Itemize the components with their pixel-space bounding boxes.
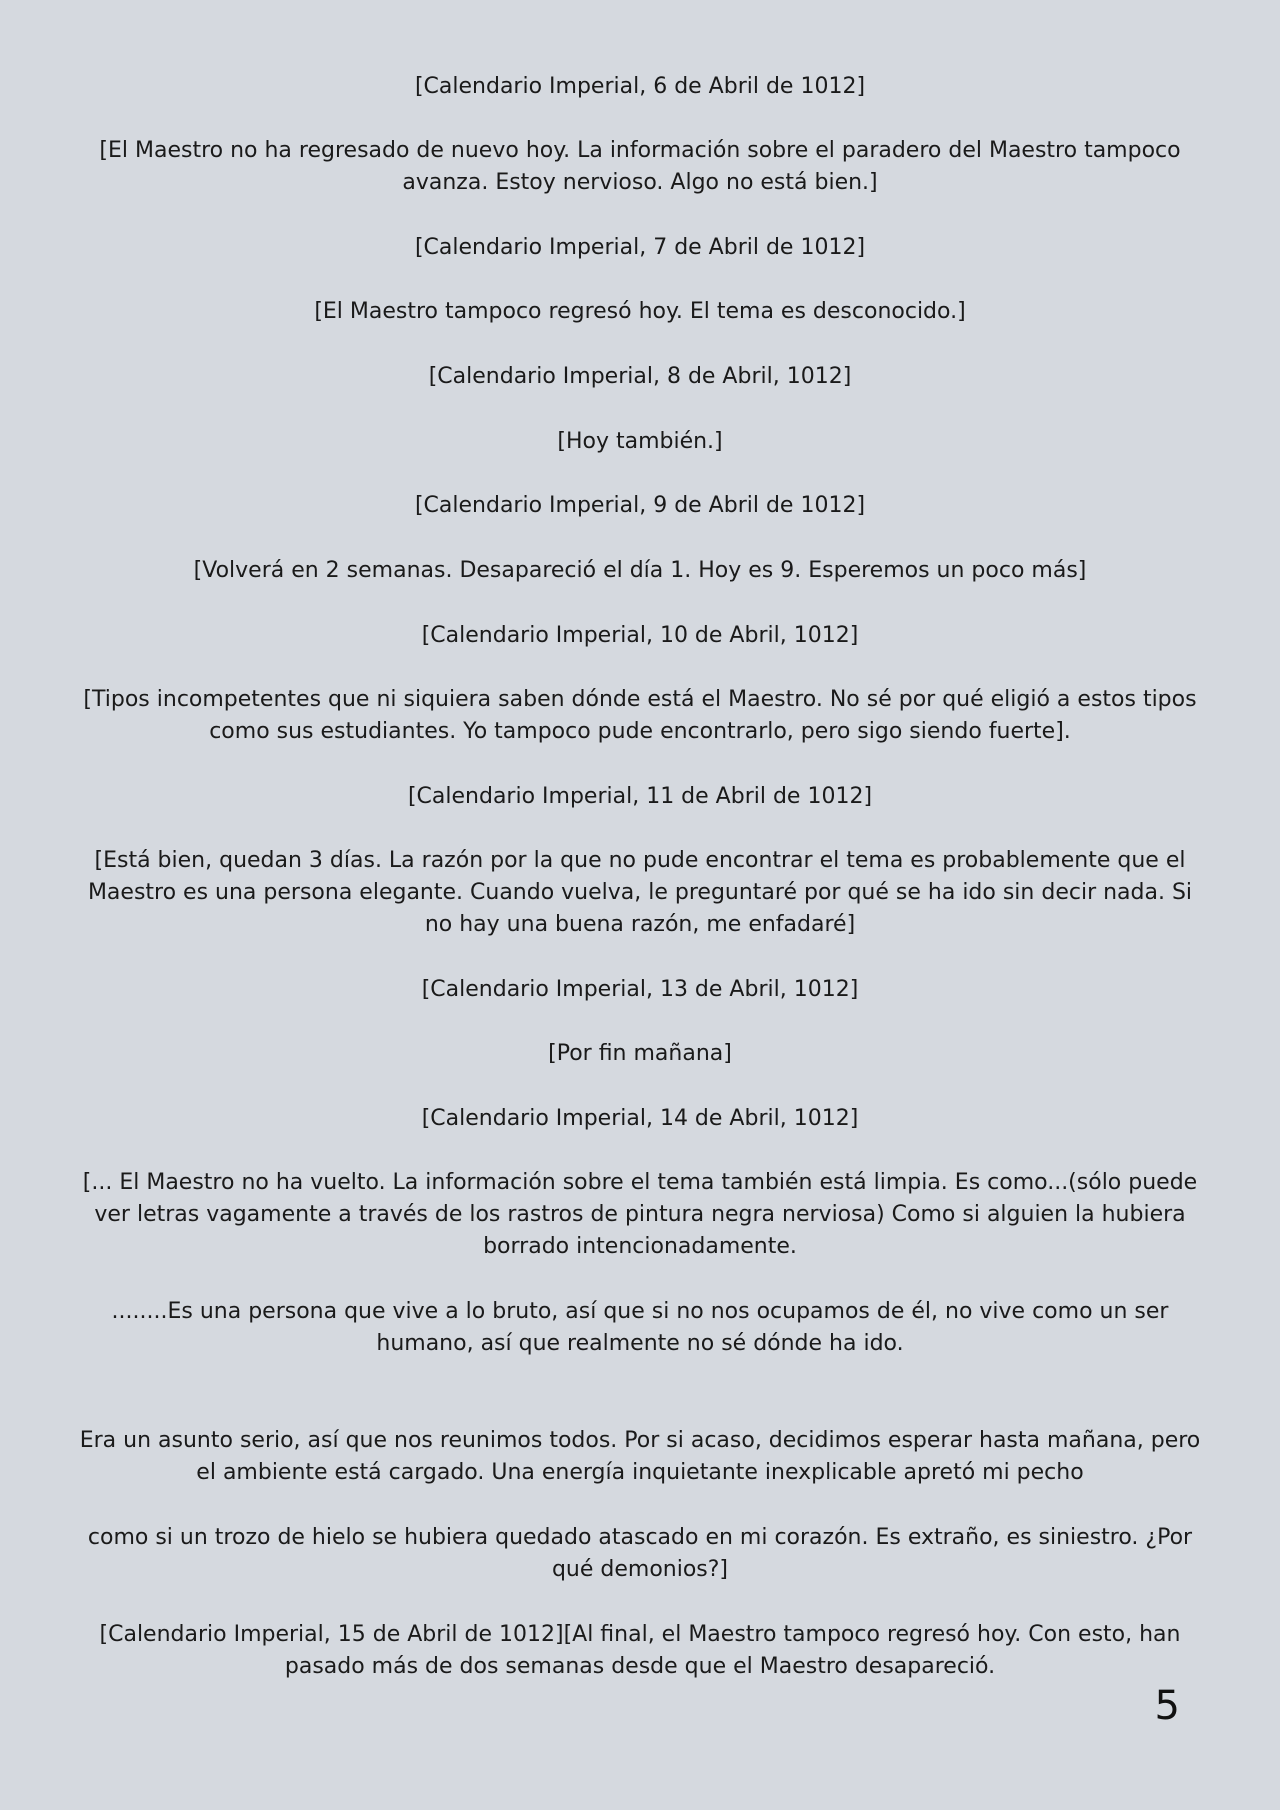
entry-text-14-continued: ........Es una persona que vive a lo bruto, así que si no nos ocupamos de él, no vive como un ser humano, así que realmente no sé dónde ha ido. [111, 1299, 1169, 1356]
page-number: 5 [1154, 1683, 1180, 1729]
entry-text-8: [Hoy también.] [557, 429, 723, 454]
entry-text-10: [Tipos incompetentes que ni siquiera saben dónde está el Maestro. No sé por qué eligió a estos tipos como sus estudiantes. Yo tampoco pude encontrarlo, pero sigo siendo fuerte]. [83, 687, 1197, 744]
entry-date-11: [Calendario Imperial, 11 de Abril de 1012] [407, 784, 873, 809]
entry-date-7: [Calendario Imperial, 7 de Abril de 1012] [414, 235, 866, 260]
entry-text-14: [... El Maestro no ha vuelto. La información sobre el tema también está limpia. Es como...(sólo puede ver letras vagamente a través de los rastros de pintura negra nerviosa) Como si alguien la hubiera borrado intencionadamente. [82, 1170, 1198, 1259]
narrative-paragraph: Era un asunto serio, así que nos reunimos todos. Por si acaso, decidimos esperar hasta mañana, pero el ambiente está cargado. Una energía inquietante inexplicable apretó mi pecho [79, 1428, 1201, 1485]
entry-text-13: [Por fin mañana] [548, 1041, 732, 1066]
entry-date-10: [Calendario Imperial, 10 de Abril, 1012] [421, 623, 859, 648]
entry-date-14: [Calendario Imperial, 14 de Abril, 1012] [421, 1106, 859, 1131]
entry-date-6: [Calendario Imperial, 6 de Abril de 1012] [414, 74, 866, 99]
entry-text-11: [Está bien, quedan 3 días. La razón por la que no pude encontrar el tema es probablemente que el Maestro es una persona elegante. Cuando vuelva, le preguntaré por qué se ha ido sin decir nada. Si no hay una buena razón, me enfadaré] [87, 848, 1193, 937]
entry-date-13: [Calendario Imperial, 13 de Abril, 1012] [421, 977, 859, 1002]
entry-date-9: [Calendario Imperial, 9 de Abril de 1012] [414, 493, 866, 518]
entry-text-7: [El Maestro tampoco regresó hoy. El tema es desconocido.] [314, 299, 966, 324]
entry-date-15: [Calendario Imperial, 15 de Abril de 1012][Al final, el Maestro tampoco regresó hoy. Con esto, han pasado más de dos semanas desde que el Maestro desapareció. [99, 1622, 1181, 1679]
entry-text-9: [Volverá en 2 semanas. Desapareció el día 1. Hoy es 9. Esperemos un poco más] [193, 558, 1087, 583]
narrative-paragraph-continued: como si un trozo de hielo se hubiera quedado atascado en mi corazón. Es extraño, es siniestro. ¿Por qué demonios?] [87, 1525, 1193, 1582]
entry-date-8: [Calendario Imperial, 8 de Abril, 1012] [428, 364, 852, 389]
entry-text-6: [El Maestro no ha regresado de nuevo hoy. La información sobre el paradero del Maestro tampoco avanza. Estoy nervioso. Algo no está bien.] [99, 138, 1181, 195]
